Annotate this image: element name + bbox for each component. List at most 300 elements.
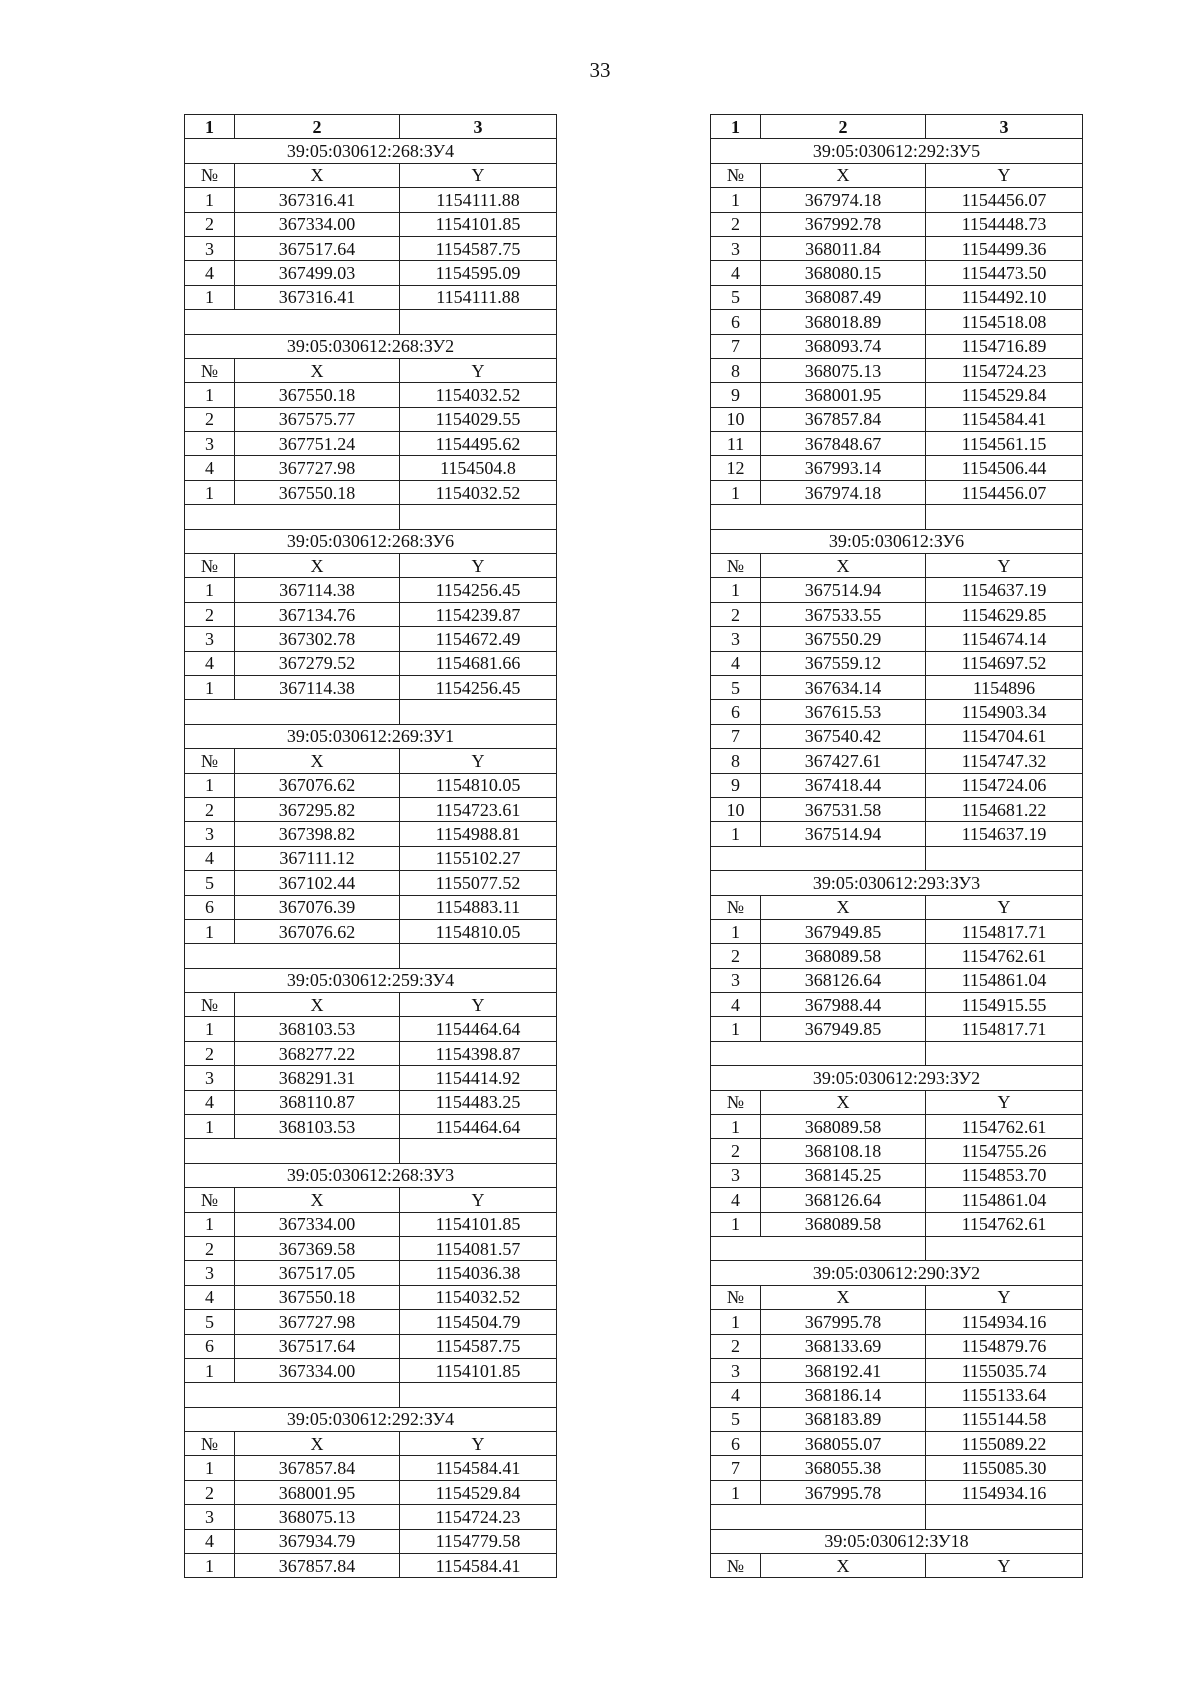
x-label: X [235,749,400,773]
x-coordinate: 367517.05 [235,1261,400,1285]
y-coordinate: 1154456.07 [926,188,1083,212]
x-coordinate: 367418.44 [761,773,926,797]
point-number: 8 [711,358,761,382]
y-coordinate: 1154681.22 [926,797,1083,821]
parcel-title-row [185,1407,557,1431]
spacer-cell [185,1383,400,1407]
column-label-row [185,358,557,382]
y-coordinate: 1154504.79 [400,1310,557,1334]
y-coordinate: 1154637.19 [926,822,1083,846]
coordinate-row [185,1456,557,1480]
point-number: 3 [711,968,761,992]
y-coordinate: 1154081.57 [400,1236,557,1260]
point-number-label: № [185,749,235,773]
point-number-label: № [711,554,761,578]
point-number: 3 [185,1261,235,1285]
x-coordinate: 367517.64 [235,1334,400,1358]
y-label: Y [926,1285,1083,1309]
x-coordinate: 368192.41 [761,1358,926,1382]
x-coordinate: 367550.18 [235,1285,400,1309]
parcel-title: 39:05:030612:293:ЗУ2 [711,1066,1083,1090]
y-coordinate: 1154637.19 [926,578,1083,602]
coordinate-row [185,456,557,480]
point-number: 1 [185,1017,235,1041]
coordinate-row [185,1480,557,1504]
coordinate-row [185,871,557,895]
y-coordinate: 1154896 [926,675,1083,699]
y-coordinate: 1154861.04 [926,1188,1083,1212]
x-coordinate: 368001.95 [761,383,926,407]
point-number: 3 [185,236,235,260]
spacer-row [185,505,557,529]
point-number: 1 [711,1212,761,1236]
x-coordinate: 367514.94 [761,822,926,846]
coordinate-row [711,456,1083,480]
x-coordinate: 367533.55 [761,602,926,626]
y-coordinate: 1154762.61 [926,1115,1083,1139]
point-number-label: № [185,993,235,1017]
coordinate-row [711,1212,1083,1236]
coordinate-row [185,261,557,285]
x-coordinate: 368089.58 [761,1212,926,1236]
y-coordinate: 1154584.41 [400,1456,557,1480]
coordinate-row [185,188,557,212]
coordinate-row [185,383,557,407]
point-number-label: № [185,358,235,382]
coordinate-row [185,1310,557,1334]
coordinate-row [711,822,1083,846]
x-coordinate: 368277.22 [235,1041,400,1065]
point-number-label: № [185,1188,235,1212]
y-coordinate: 1154883.11 [400,895,557,919]
coordinate-row [185,285,557,309]
x-coordinate: 367550.18 [235,383,400,407]
coordinate-row [711,334,1083,358]
point-number: 4 [185,261,235,285]
x-coordinate: 367550.29 [761,627,926,651]
point-number: 4 [185,1285,235,1309]
column-label-row [711,1554,1083,1578]
x-coordinate: 368055.38 [761,1456,926,1480]
point-number: 5 [185,871,235,895]
coordinate-row [185,578,557,602]
point-number: 1 [185,480,235,504]
y-label: Y [926,895,1083,919]
spacer-cell [400,944,557,968]
spacer-cell [185,310,400,334]
x-coordinate: 368087.49 [761,285,926,309]
point-number: 7 [711,724,761,748]
x-coordinate: 368103.53 [235,1115,400,1139]
spacer-cell [711,1236,926,1260]
coordinate-row [185,212,557,236]
y-label: Y [400,554,557,578]
point-number: 3 [711,627,761,651]
y-coordinate: 1154934.16 [926,1480,1083,1504]
y-coordinate: 1154256.45 [400,675,557,699]
coordinate-row [185,1529,557,1553]
coordinate-row [185,1236,557,1260]
coordinate-row [185,822,557,846]
point-number: 1 [711,1017,761,1041]
point-number: 9 [711,773,761,797]
point-number: 5 [185,1310,235,1334]
y-coordinate: 1154561.15 [926,432,1083,456]
x-coordinate: 367857.84 [761,407,926,431]
spacer-cell [926,1041,1083,1065]
y-coordinate: 1154111.88 [400,285,557,309]
y-coordinate: 1154817.71 [926,1017,1083,1041]
x-coordinate: 367934.79 [235,1529,400,1553]
point-number: 2 [185,797,235,821]
x-coordinate: 367727.98 [235,1310,400,1334]
x-coordinate: 367992.78 [761,212,926,236]
point-number: 10 [711,797,761,821]
y-coordinate: 1155089.22 [926,1432,1083,1456]
coordinate-row [711,944,1083,968]
coordinate-row [185,651,557,675]
point-number-label: № [711,163,761,187]
x-coordinate: 368126.64 [761,1188,926,1212]
point-number: 1 [711,1480,761,1504]
y-coordinate: 1154456.07 [926,480,1083,504]
coordinate-row [185,1505,557,1529]
point-number: 6 [711,310,761,334]
y-coordinate: 1155085.30 [926,1456,1083,1480]
x-label: X [235,163,400,187]
coordinate-row [711,310,1083,334]
coordinate-row [711,1115,1083,1139]
y-coordinate: 1154495.62 [400,432,557,456]
coordinate-row [711,1139,1083,1163]
x-coordinate: 367751.24 [235,432,400,456]
point-number: 1 [185,578,235,602]
coordinate-row [711,358,1083,382]
coordinate-row [711,749,1083,773]
spacer-row [711,846,1083,870]
point-number: 9 [711,383,761,407]
coordinate-row [711,261,1083,285]
y-coordinate: 1154492.10 [926,285,1083,309]
point-number: 3 [185,822,235,846]
x-label: X [235,358,400,382]
point-number: 2 [711,944,761,968]
x-coordinate: 367949.85 [761,1017,926,1041]
y-coordinate: 1154681.66 [400,651,557,675]
spacer-cell [400,700,557,724]
point-number: 6 [185,895,235,919]
point-number: 5 [711,1407,761,1431]
y-label: Y [400,1432,557,1456]
y-coordinate: 1154755.26 [926,1139,1083,1163]
point-number: 1 [711,1310,761,1334]
x-coordinate: 367134.76 [235,602,400,626]
x-coordinate: 367857.84 [235,1554,400,1578]
y-coordinate: 1154032.52 [400,383,557,407]
y-label: Y [926,163,1083,187]
x-coordinate: 367499.03 [235,261,400,285]
coordinate-row [711,1334,1083,1358]
y-coordinate: 1154499.36 [926,236,1083,260]
point-number: 1 [711,578,761,602]
coordinate-row [711,919,1083,943]
parcel-title: 39:05:030612:290:ЗУ2 [711,1261,1083,1285]
coordinate-row [711,236,1083,260]
spacer-cell [400,1139,557,1163]
spacer-row [711,1236,1083,1260]
point-number: 12 [711,456,761,480]
x-coordinate: 368126.64 [761,968,926,992]
coordinate-row [711,993,1083,1017]
column-label-row [711,554,1083,578]
y-coordinate: 1154587.75 [400,236,557,260]
x-coordinate: 367334.00 [235,212,400,236]
point-number: 1 [185,773,235,797]
coordinate-row [185,846,557,870]
x-coordinate: 367634.14 [761,675,926,699]
coordinate-row [711,480,1083,504]
coordinate-row [185,432,557,456]
point-number: 4 [185,651,235,675]
spacer-cell [926,846,1083,870]
point-number: 1 [185,1456,235,1480]
parcel-title: 39:05:030612:268:ЗУ3 [185,1163,557,1187]
y-coordinate: 1154504.8 [400,456,557,480]
y-coordinate: 1154587.75 [400,1334,557,1358]
point-number: 1 [711,822,761,846]
y-coordinate: 1154704.61 [926,724,1083,748]
x-coordinate: 367334.00 [235,1358,400,1382]
y-coordinate: 1154724.23 [400,1505,557,1529]
y-coordinate: 1154674.14 [926,627,1083,651]
x-coordinate: 368145.25 [761,1163,926,1187]
coordinate-row [185,1066,557,1090]
y-coordinate: 1154473.50 [926,261,1083,285]
parcel-title-row [711,871,1083,895]
point-number: 1 [185,188,235,212]
coordinate-row [711,651,1083,675]
y-coordinate: 1154810.05 [400,773,557,797]
x-coordinate: 368093.74 [761,334,926,358]
coordinate-row [711,1017,1083,1041]
y-coordinate: 1154584.41 [926,407,1083,431]
point-number: 2 [185,1480,235,1504]
y-coordinate: 1154464.64 [400,1017,557,1041]
column-label-row [711,1285,1083,1309]
spacer-cell [711,1041,926,1065]
point-number: 3 [185,1066,235,1090]
y-label: Y [400,163,557,187]
column-label-row [711,163,1083,187]
point-number: 1 [185,675,235,699]
x-coordinate: 367857.84 [235,1456,400,1480]
point-number: 3 [711,236,761,260]
y-coordinate: 1154529.84 [400,1480,557,1504]
y-coordinate: 1155133.64 [926,1383,1083,1407]
y-coordinate: 1154879.76 [926,1334,1083,1358]
x-coordinate: 367727.98 [235,456,400,480]
x-coordinate: 367550.18 [235,480,400,504]
point-number: 6 [711,1432,761,1456]
column-label-row [185,1432,557,1456]
table-header-row [185,115,557,139]
coordinate-row [185,627,557,651]
x-coordinate: 368075.13 [761,358,926,382]
parcel-title-row [711,529,1083,553]
point-number: 5 [711,675,761,699]
x-label: X [235,1432,400,1456]
point-number: 1 [185,919,235,943]
x-coordinate: 367334.00 [235,1212,400,1236]
coordinate-row [711,797,1083,821]
coordinate-row [185,1115,557,1139]
point-number: 1 [185,1115,235,1139]
x-coordinate: 368110.87 [235,1090,400,1114]
parcel-title-row [711,139,1083,163]
point-number: 4 [711,993,761,1017]
coordinate-row [711,407,1083,431]
x-label: X [761,1285,926,1309]
parcel-title: 39:05:030612:268:ЗУ6 [185,529,557,553]
y-coordinate: 1154762.61 [926,944,1083,968]
parcel-title-row [185,529,557,553]
point-number: 1 [185,1212,235,1236]
parcel-title: 39:05:030612:292:ЗУ4 [185,1407,557,1431]
column-label-row [711,1090,1083,1114]
y-coordinate: 1154724.23 [926,358,1083,382]
point-number-label: № [185,554,235,578]
parcel-title: 39:05:030612:292:ЗУ5 [711,139,1083,163]
y-label: Y [926,1554,1083,1578]
x-coordinate: 367076.62 [235,919,400,943]
x-coordinate: 368089.58 [761,1115,926,1139]
spacer-row [711,505,1083,529]
x-coordinate: 368133.69 [761,1334,926,1358]
x-coordinate: 368089.58 [761,944,926,968]
parcel-title: 39:05:030612:ЗУ18 [711,1529,1083,1553]
x-coordinate: 368055.07 [761,1432,926,1456]
coordinate-row [185,1285,557,1309]
coordinate-row [185,1090,557,1114]
spacer-cell [185,700,400,724]
point-number: 4 [185,456,235,480]
coordinate-row [185,1212,557,1236]
table-header-row [711,115,1083,139]
y-coordinate: 1154934.16 [926,1310,1083,1334]
x-coordinate: 367114.38 [235,675,400,699]
spacer-cell [711,505,926,529]
x-coordinate: 367076.39 [235,895,400,919]
coordinate-row [185,1554,557,1578]
y-coordinate: 1154398.87 [400,1041,557,1065]
page-number: 33 [589,58,611,82]
point-number: 3 [185,627,235,651]
y-coordinate: 1154779.58 [400,1529,557,1553]
parcel-title-row [185,724,557,748]
parcel-title-row [185,1163,557,1187]
y-coordinate: 1154584.41 [400,1554,557,1578]
point-number: 1 [185,285,235,309]
x-coordinate: 368001.95 [235,1480,400,1504]
point-number: 1 [711,188,761,212]
y-coordinate: 1155144.58 [926,1407,1083,1431]
x-coordinate: 367974.18 [761,480,926,504]
coordinate-row [711,1163,1083,1187]
coordinate-row [711,432,1083,456]
coordinate-row [185,773,557,797]
y-coordinate: 1154529.84 [926,383,1083,407]
coordinate-row [185,407,557,431]
column-label-row [185,163,557,187]
parcel-title-row [711,1529,1083,1553]
y-coordinate: 1154697.52 [926,651,1083,675]
x-coordinate: 368108.18 [761,1139,926,1163]
point-number: 4 [711,651,761,675]
parcel-title: 39:05:030612:269:ЗУ1 [185,724,557,748]
point-number: 2 [711,1139,761,1163]
x-coordinate: 367076.62 [235,773,400,797]
x-coordinate: 368018.89 [761,310,926,334]
x-coordinate: 367279.52 [235,651,400,675]
coordinate-row [711,383,1083,407]
coordinate-row [185,1041,557,1065]
coordinates-table-left-body [185,115,557,1578]
x-coordinate: 367295.82 [235,797,400,821]
x-coordinate: 367302.78 [235,627,400,651]
coordinate-row [711,602,1083,626]
y-coordinate: 1154903.34 [926,700,1083,724]
point-number: 1 [185,1358,235,1382]
spacer-row [711,1041,1083,1065]
point-number: 4 [711,261,761,285]
coordinate-row [711,1407,1083,1431]
point-number-label: № [711,1554,761,1578]
coordinate-row [711,1456,1083,1480]
x-coordinate: 367540.42 [761,724,926,748]
x-coordinate: 368186.14 [761,1383,926,1407]
coordinate-row [711,1432,1083,1456]
point-number: 1 [185,1554,235,1578]
header-cell: 2 [761,115,926,139]
point-number: 2 [185,1041,235,1065]
x-coordinate: 367988.44 [761,993,926,1017]
parcel-title: 39:05:030612:268:ЗУ2 [185,334,557,358]
spacer-cell [400,505,557,529]
spacer-row [711,1505,1083,1529]
y-label: Y [926,1090,1083,1114]
x-label: X [761,895,926,919]
point-number: 4 [711,1383,761,1407]
point-number: 2 [185,1236,235,1260]
point-number: 4 [185,1529,235,1553]
parcel-title: 39:05:030612:268:ЗУ4 [185,139,557,163]
coordinate-row [185,895,557,919]
point-number: 4 [711,1188,761,1212]
point-number: 2 [185,407,235,431]
x-label: X [761,554,926,578]
parcel-title-row [711,1261,1083,1285]
spacer-cell [185,944,400,968]
x-label: X [235,1188,400,1212]
y-coordinate: 1155077.52 [400,871,557,895]
parcel-title-row [185,139,557,163]
x-coordinate: 367517.64 [235,236,400,260]
column-label-row [185,1188,557,1212]
point-number-label: № [185,163,235,187]
y-coordinate: 1154762.61 [926,1212,1083,1236]
x-label: X [235,554,400,578]
y-coordinate: 1154101.85 [400,1212,557,1236]
